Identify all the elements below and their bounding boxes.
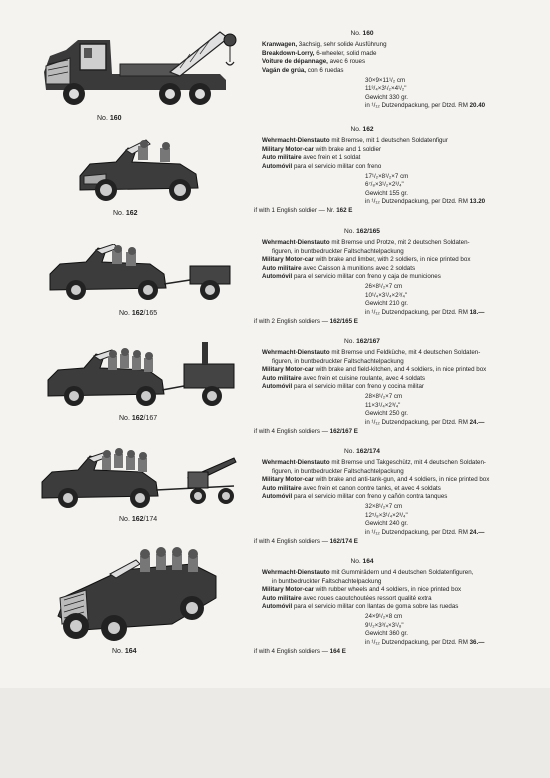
english-soldier-note-162-174: if with 4 English soldiers — 162/174 E	[254, 538, 358, 545]
english-soldier-note-162-165: if with 2 English soldiers — 162/165 E	[254, 318, 358, 325]
entry-164: No. 164 Wehrmacht-Dienstauto mit Gummirädern und 4 deutschen Soldatenfiguren, in buntbedruckter Faltschachtelpackung Military Motor-car with rubber wheels and 4 soldiers, in nice printed box Auto militaire avec roues caoutchoutées ressort qualité extra Automóvil para el servicio militar con llantas de goma sobre las ruedas 24×9¹/₂×8 cm 9¹/₂×3³/₄×3¹/₈" Gewicht 360 gr. in ¹/₁₂ Dutzendpackung, per Dtzd. RM 36.—	[262, 558, 485, 646]
english-soldier-note-164: if with 4 English soldiers — 164 E	[254, 648, 346, 655]
entry-number: No. 162/165	[344, 228, 380, 235]
entry-number: No. 164	[350, 558, 374, 565]
english-soldier-note-162: if with 1 English soldier — Nr. 162 E	[254, 207, 353, 214]
entry-number: No. 162/174	[344, 448, 380, 455]
caption-162: No. 162	[113, 210, 138, 217]
english-soldier-note-162-167: if with 4 English soldiers — 162/167 E	[254, 428, 358, 435]
entry-160: No. 160 Kranwagen, 3achsig, sehr solide Ausführung Breakdown-Lorry, 6-wheeler, solid made Voiture de dépannage, avec 6 roues Vagán de grúa, con 6 ruedas 30×9×11¹/₂ cm 11³/₄×3¹/₂×4¹/₂" Gewicht 330 gr. in ¹/₁₂ Dutzendpackung, per Dtzd. RM 20.40	[262, 30, 486, 110]
page-bottom-margin	[0, 688, 550, 778]
caption-162-174: No. 162/174	[119, 516, 158, 523]
caption-164: No. 164	[112, 648, 137, 655]
military-car-rubber-wheels-illustration	[52, 546, 222, 646]
entry-162-174: No. 162/174 Wehrmacht-Dienstauto mit Bremse und Takgeschütz, mit 4 deutschen Soldaten- figuren, in buntbedruckter Faltschachtelpackung Military Motor-car with brake and anti-tank-gun, and 4 soldiers, in nice printed box Auto militaire avec frein et canon contre tanks, et avec 4 soldats Automóvil para el servicio militar con freno y cañón contra tanques 32×8¹/₂×7 cm 12⁵/₈×3¹/₄×2³/₄" Gewicht 240 gr. in ¹/₁₂ Dutzendpackung, per Dtzd. RM 24.—	[262, 448, 490, 536]
military-car-with-limber-illustration	[46, 244, 236, 306]
entry-number: No. 162	[350, 126, 374, 133]
entry-162-165: No. 162/165 Wehrmacht-Dienstauto mit Bremse und Protze, mit 2 deutschen Soldaten- figuren, in buntbedruckter Faltschachtelpackung Military Motor-car with brake and limber, with 2 soldiers, in nice printed box Auto militaire avec Caisson à munitions avec 2 soldats Automóvil para el servicio militar con freno y caja de municiones 26×8¹/₂×7 cm 10¹/₄×3¹/₄×2³/₄" Gewicht 210 gr. in ¹/₁₂ Dutzendpackung, per Dtzd. RM 18.—	[262, 228, 485, 316]
entry-162: No. 162 Wehrmacht-Dienstauto mit Bremse, mit 1 deutschen Soldatenfigur Military Motor-car with brake and 1 soldier Auto militaire avec frein et 1 soldat Automóvil para el servicio militar con freno 17¹/₂×8¹/₂×7 cm 6⁷/₈×3¹/₂×2³/₄" Gewicht 155 gr. in ¹/₁₂ Dutzendpackung, per Dtzd. RM 13.20	[262, 126, 486, 206]
caption-162-167: No. 162/167	[119, 415, 158, 422]
crane-truck-illustration	[40, 26, 240, 110]
military-car-with-anti-tank-gun-illustration	[38, 444, 242, 514]
entry-number: No. 160	[350, 30, 374, 37]
entry-162-167: No. 162/167 Wehrmacht-Dienstauto mit Bremse und Feldküche, mit 4 deutschen Soldaten- figuren, in buntbedruckter Faltschachtelpackung Military Motor-car with brake and field-kitchen, and 4 soldiers, in nice printed box Auto militaire avec frein et cuisine roulante, avec 4 soldats Automóvil para el servicio militar con freno y cocina militar 28×8¹/₂×7 cm 11×3¹/₄×2³/₄" Gewicht 250 gr. in ¹/₁₂ Dutzendpackung, per Dtzd. RM 24.—	[262, 338, 487, 426]
caption-160: No. 160	[97, 115, 122, 122]
military-car-illustration	[76, 136, 204, 208]
military-car-with-field-kitchen-illustration	[44, 342, 240, 412]
caption-162-165: No. 162/165	[119, 310, 158, 317]
entry-number: No. 162/167	[344, 338, 380, 345]
